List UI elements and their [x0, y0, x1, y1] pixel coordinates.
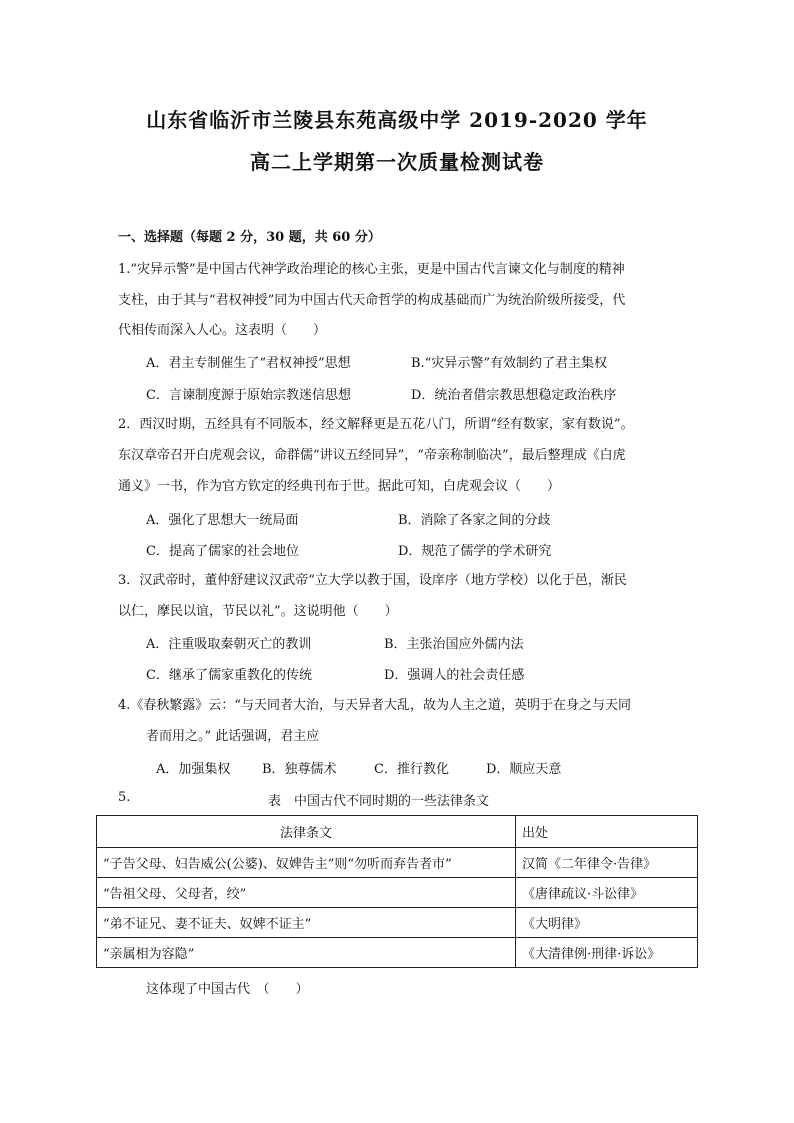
q2-line: 2．西汉时期，五经具有不同版本，经文解释更是五花八门，所谓“经有数家，家有数说”。 [118, 417, 634, 432]
q3-line: 以仁，摩民以谊，节民以礼”。这说明他（ ） [118, 604, 398, 619]
table-header-cell: 出处 [516, 816, 698, 848]
q4-option-d: D．顺应天意 [486, 762, 562, 777]
table-row [97, 938, 698, 968]
table-cell: 汉简《二年律令·告律》 [516, 848, 698, 878]
q2-option-d: D．规范了儒学的学术研究 [398, 544, 552, 559]
q1-option-b: B.“灾异示警”有效制约了君主集权 [411, 356, 607, 371]
q1-line: 支柱，由于其与“君权神授”同为中国古代天命哲学的构成基础而广为统治阶级所接受，代 [118, 293, 626, 308]
q2-line: 东汉章帝召开白虎观会议，命群儒“讲议五经同异”，“帝亲称制临决”，最后整理成《白虎 [118, 448, 626, 463]
section-heading: 一、选择题（每题 2 分，30 题，共 60 分） [118, 230, 381, 245]
law-table [96, 815, 698, 968]
q1-option-c: C．言谏制度源于原始宗教迷信思想 [146, 388, 351, 403]
q4-option-b: B．独尊儒术 [262, 762, 337, 777]
table-cell: 《大明律》 [516, 908, 698, 938]
table-cell: “告祖父母、父母者，绞” [97, 878, 516, 908]
q2-line: 通义》一书，作为官方钦定的经典刊布于世。据此可知，白虎观会议（ ） [118, 479, 561, 494]
q4-option-c: C．推行教化 [374, 762, 449, 777]
page-title-line1: 山东省临沂市兰陵县东苑高级中学 2019-2020 学年 [146, 108, 648, 132]
q1-line: 代相传而深入人心。这表明（ ） [118, 323, 327, 338]
table-row [97, 848, 698, 878]
q3-line: 3．汉武帝时，董仲舒建议汉武帝“立大学以教于国，设庠序（地方学校）以化于邑，渐民 [118, 573, 627, 588]
q2-option-c: C．提高了儒家的社会地位 [146, 544, 299, 559]
table-cell: “亲属相为容隐” [97, 938, 516, 968]
q1-option-d: D．统治者借宗教思想稳定政治秩序 [411, 388, 617, 403]
q5-table-caption: 表 中国古代不同时期的一些法律条文 [268, 794, 490, 809]
q3-option-d: D．强调人的社会责任感 [384, 668, 525, 683]
table-cell: “弟不证兄、妻不证夫、奴婢不证主” [97, 908, 516, 938]
q2-option-b: B．消除了各家之间的分歧 [398, 513, 551, 528]
q4-line: 者而用之。” 此话强调，君主应 [146, 729, 320, 744]
table-cell: 《大清律例·刑律·诉讼》 [516, 938, 698, 968]
table-header-cell: 法律条文 [97, 816, 516, 848]
table-cell: “子告父母、妇告威公(公婆)、奴婢告主”则“勿听而弃告者市” [97, 848, 516, 878]
table-cell: 《唐律疏议·斗讼律》 [516, 878, 698, 908]
table-row [97, 908, 698, 938]
q5-number: 5. [118, 790, 131, 805]
q2-option-a: A．强化了思想大一统局面 [146, 513, 299, 528]
table-header-row [97, 816, 698, 848]
page-title-line2: 高二上学期第一次质量检测试卷 [250, 150, 544, 174]
table-row [97, 878, 698, 908]
q3-option-a: A．注重吸取秦朝灭亡的教训 [146, 637, 312, 652]
q5-tail: 这体现了中国古代 （ ） [146, 982, 309, 997]
q1-line: 1.“灾异示警”是中国古代神学政治理论的核心主张，更是中国古代言谏文化与制度的精神 [118, 262, 625, 277]
q1-option-a: A．君主专制催生了“君权神授”思想 [146, 356, 351, 371]
q3-option-c: C．继承了儒家重教化的传统 [146, 668, 312, 683]
q3-option-b: B．主张治国应外儒内法 [384, 637, 524, 652]
q4-option-a: A．加强集权 [156, 762, 231, 777]
q4-line: 4.《春秋繁露》云：“与天同者大治，与天异者大乱，故为人主之道，英明于在身之与天同 [118, 698, 632, 713]
